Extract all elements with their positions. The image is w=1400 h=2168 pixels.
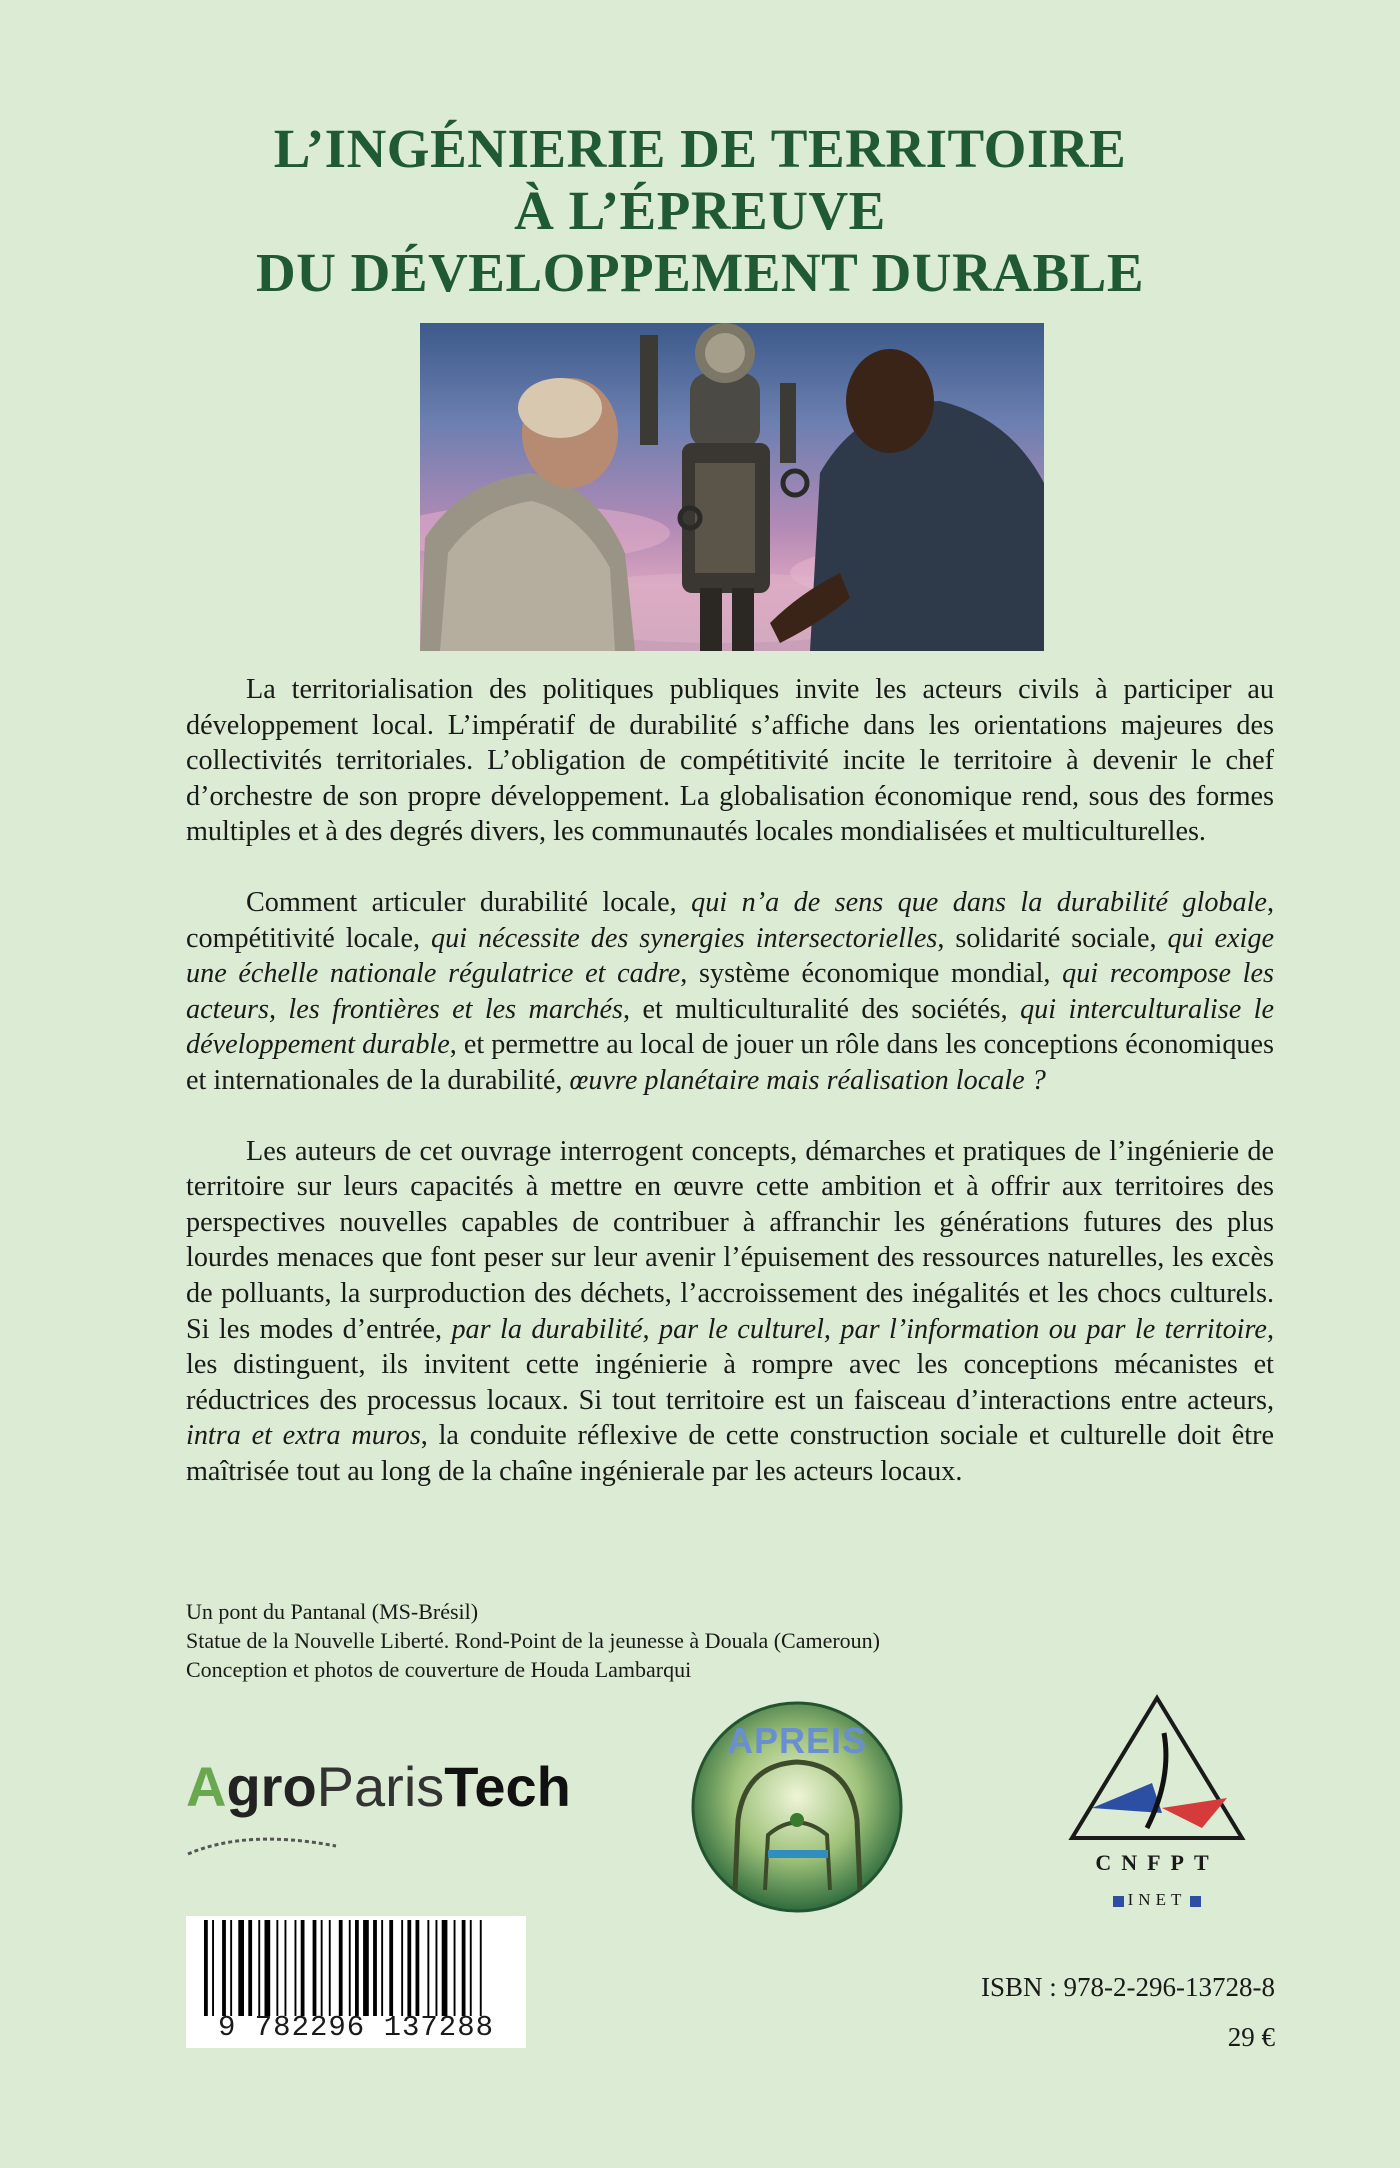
p2-italic-5: qui interculturalise le développement durable xyxy=(186,993,1274,1061)
barcode-bar xyxy=(416,1920,420,2016)
barcode-bar xyxy=(442,1920,448,2016)
barcode-bar xyxy=(238,1920,244,2016)
barcode-bar xyxy=(248,1920,252,2016)
barcode-bar xyxy=(407,1920,411,2016)
paragraph-3 xyxy=(186,1134,1274,1490)
barcode-bar xyxy=(349,1920,351,2016)
barcode-bar xyxy=(222,1920,226,2016)
barcode-bar xyxy=(276,1920,278,2016)
title-line-1: L’INGÉNIERIE DE TERRITOIRE xyxy=(273,118,1127,179)
title-line-2: À L’ÉPREUVE xyxy=(514,180,886,241)
p2-text-6: , et permettre au local de jouer un rôle dans les conceptions économiques et internationales de la durabilité, xyxy=(186,1029,1274,1096)
inet-square-left-icon xyxy=(1113,1896,1124,1907)
p2-italic-3: qui exige une échelle nationale régulatrice et cadre xyxy=(186,922,1274,990)
barcode-bar xyxy=(462,1920,466,2016)
barcode-bar xyxy=(204,1920,208,2016)
barcode-bar xyxy=(363,1920,369,2016)
barcode-bar xyxy=(258,1920,260,2016)
barcode-bar xyxy=(436,1920,438,2016)
inet-square-right-icon xyxy=(1190,1896,1201,1907)
barcode-bar xyxy=(321,1920,323,2016)
cover-photo xyxy=(420,323,1044,651)
paragraph-2 xyxy=(186,885,1274,1099)
barcode-bar xyxy=(401,1920,403,2016)
cnfpt-emblem-icon xyxy=(1052,1688,1262,1848)
credit-line-2: Statue de la Nouvelle Liberté. Rond-Point de la jeunesse à Douala (Cameroun) xyxy=(186,1628,881,1653)
book-title xyxy=(0,118,1400,304)
paragraph-1: La territorialisation des politiques publiques invite les acteurs civils à participer au développement local. L’impératif de durabilité s’affiche dans les orientations majeures des collectivités territoriales. L’obligation de compétitivité incite le territoire à devenir le chef d’orchestre de son propre développement. La globalisation économique rend, sous des formes multiples et à des degrés divers, les communautés locales mondialisées et multiculturelles. xyxy=(186,674,1274,848)
credit-line-1: Un pont du Pantanal (MS-Brésil) xyxy=(186,1599,479,1624)
agro-word-paris: Paris xyxy=(316,1755,445,1818)
barcode-bar xyxy=(454,1920,456,2016)
barcode-bar xyxy=(339,1920,343,2016)
p3-italic-2: intra et extra muros xyxy=(186,1420,421,1452)
inet-label xyxy=(1052,1890,1262,1910)
inet-text: INET xyxy=(1127,1890,1187,1909)
barcode xyxy=(186,1916,526,2048)
barcode-bar xyxy=(480,1920,482,2016)
barcode-bar xyxy=(427,1920,429,2016)
p2-italic-2: qui nécessite des synergies intersectorielles xyxy=(431,922,938,954)
apreis-logo xyxy=(690,1700,904,1914)
agro-letters-gro: gro xyxy=(226,1755,317,1818)
barcode-number: 9 782296 137288 xyxy=(217,2011,495,2044)
p2-text-1: Comment articuler durabilité locale, xyxy=(246,886,692,918)
barcode-bar xyxy=(470,1920,472,2016)
barcode-bar xyxy=(329,1920,331,2016)
barcode-bar xyxy=(389,1920,393,2016)
isbn: ISBN : 978-2-296-13728-8 xyxy=(981,1972,1275,2002)
p2-italic-4: qui recompose les acteurs, les frontières et les marchés xyxy=(186,958,1274,1025)
apreis-label: APREIS xyxy=(726,1720,868,1761)
back-cover-text xyxy=(186,672,1274,1489)
photo-credits xyxy=(186,1597,1186,1684)
p2-italic-6: œuvre planétaire mais réalisation locale ? xyxy=(569,1064,1046,1096)
title-line-3: DU DÉVELOPPEMENT DURABLE xyxy=(255,242,1145,303)
barcode-bars xyxy=(186,1920,526,2020)
p2-text-5: , et multiculturalité des sociétés, xyxy=(623,993,1021,1025)
agroparistech-logo xyxy=(186,1752,626,1872)
barcode-bar xyxy=(313,1920,317,2016)
agro-letter-a: A xyxy=(186,1755,227,1818)
barcode-bar xyxy=(265,1920,271,2016)
credit-line-3: Conception et photos de couverture de Houda Lambarqui xyxy=(186,1657,692,1682)
barcode-bar xyxy=(295,1920,297,2016)
p2-text-3: , solidarité sociale, xyxy=(937,922,1168,954)
barcode-bar xyxy=(301,1920,305,2016)
p2-text-2: , compétitivité locale, xyxy=(186,886,1274,954)
cnfpt-label: CNFPT xyxy=(1095,1850,1219,1875)
barcode-bar xyxy=(381,1920,383,2016)
p3-text-1: Les auteurs de cet ouvrage interrogent concepts, démarches et pratiques de l’ingénierie de territoire sur leurs capacités à mettre en œuvre cette ambition et à offrir aux territoires des perspectives nouvelles capables de contribuer à affranchir les générations futures des plus lourdes menaces que font peser sur leur avenir l’épuisement des ressources naturelles, les excès de polluants, la surproduction des déchets, l’accroissement des inégalités et les chocs culturels. Si les modes d’entrée, xyxy=(186,1135,1274,1345)
cnfpt-inet-logo xyxy=(1052,1688,1262,1948)
barcode-bar xyxy=(355,1920,359,2016)
agroparistech-swoosh-icon xyxy=(186,1824,346,1864)
barcode-bar xyxy=(230,1920,232,2016)
price: 29 € xyxy=(1227,2022,1275,2052)
p2-text-4: , système économique mondial, xyxy=(680,958,1063,990)
agroparistech-wordmark xyxy=(186,1752,571,1822)
p3-text-3: , la conduite réflexive de cette construction sociale et culturelle doit être maîtrisée tout au long de la chaîne ingénierale par les acteurs locaux. xyxy=(186,1420,1275,1487)
agro-word-tech: Tech xyxy=(444,1755,571,1818)
barcode-bar xyxy=(373,1920,377,2016)
p3-italic-1: par la durabilité, par le culturel, par l’information ou par le territoire xyxy=(451,1313,1267,1345)
p3-text-2: , les distinguent, ils invitent cette ingénierie à rompre avec les conceptions mécanistes et réductrices des processus locaux. Si tout territoire est un faisceau d’interactions entre acteurs, xyxy=(186,1313,1274,1416)
p2-italic-1: qui n’a de sens que dans la durabilité globale xyxy=(691,886,1267,918)
barcode-bar xyxy=(212,1920,214,2016)
barcode-bar xyxy=(285,1920,287,2016)
